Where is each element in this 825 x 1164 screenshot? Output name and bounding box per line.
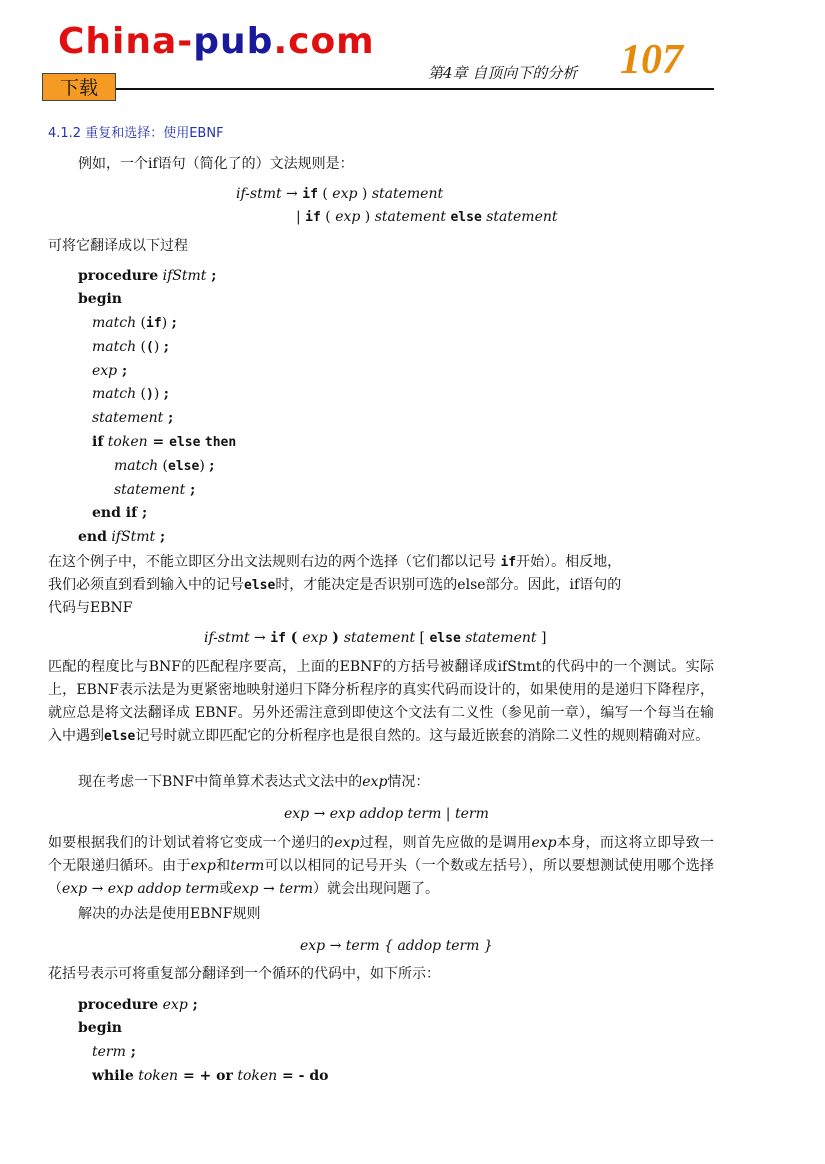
term-exp: exp bbox=[334, 835, 360, 851]
code-identifier: token bbox=[107, 434, 148, 450]
term-exp: exp bbox=[190, 858, 216, 874]
code-semicolon: ; bbox=[125, 1044, 136, 1060]
rule-statement-2: statement bbox=[486, 209, 558, 225]
code-line: match (() ; bbox=[92, 339, 169, 355]
code-semicolon: ; bbox=[163, 339, 169, 355]
keyword-if: if bbox=[270, 631, 286, 646]
logo-text-com: .com bbox=[273, 21, 375, 62]
code-keyword: do bbox=[309, 1068, 329, 1084]
term-exp: exp bbox=[362, 774, 388, 790]
paragraph-braces: 花括号表示可将重复部分翻译到一个循环的代码中，如下所示： bbox=[48, 966, 440, 982]
text-run: 在这个例子中，不能立即区分出文法规则右边的两个选择（它们都以记号 bbox=[48, 554, 496, 570]
header-rule bbox=[116, 88, 714, 90]
alt-rule-1: exp → exp addop term bbox=[62, 881, 220, 897]
text-run: 可以以相同的记号开头（一个数或左括号），所以要想测试使用哪个选择（ bbox=[48, 858, 715, 897]
right-paren: ) bbox=[327, 630, 344, 646]
code-operator: = bbox=[147, 434, 170, 450]
keyword-else: else bbox=[450, 210, 482, 225]
paragraph-explain-line-3: 代码与EBNF bbox=[48, 600, 133, 616]
rule-statement-2: statement bbox=[465, 630, 537, 646]
code-token: ) bbox=[146, 387, 154, 402]
code-line bbox=[78, 1018, 122, 1038]
code-token: if bbox=[146, 316, 162, 331]
rule-statement: statement bbox=[343, 630, 416, 646]
text-run: 本身，而这将立即导致一个无限递归循环。由于 bbox=[48, 835, 715, 874]
keyword-else: else bbox=[244, 578, 276, 593]
paragraph-exp-intro bbox=[78, 772, 429, 792]
text-run: 匹配的程度比与BNF的匹配程序要高，上面的EBNF的方括号被翻译成ifStmt的代码中的一个测试。实际上，EBNF表示法是为更紧密地映射递归下降分析程序的真实代码而设计的，如果使用的是递归下降程序，就应总是将文法翻译成 EBNF。另外还需注意到即使这个文法有二义性（参见前一章），编写一个每当在输入中遇到 bbox=[48, 659, 714, 744]
code-call: statement bbox=[92, 410, 164, 426]
page-number: 107 bbox=[620, 37, 683, 83]
code-keyword: if bbox=[92, 434, 104, 450]
paragraph-solution: 解决的办法是使用EBNF规则 bbox=[78, 906, 261, 922]
code-call: exp bbox=[92, 363, 118, 379]
right-paren: ) bbox=[360, 209, 375, 225]
rule-lhs: if-stmt bbox=[236, 186, 282, 202]
code-line bbox=[92, 1042, 136, 1062]
right-paren: ) bbox=[357, 186, 372, 202]
code-line bbox=[114, 480, 195, 500]
keyword-else: else bbox=[429, 631, 461, 646]
code-keyword: begin bbox=[78, 291, 122, 307]
alt-rule-2: exp → term bbox=[233, 881, 314, 897]
code-line bbox=[92, 432, 236, 453]
right-bracket: ] bbox=[536, 630, 547, 646]
term-term: term bbox=[230, 858, 265, 874]
code-token: else bbox=[168, 459, 200, 474]
download-badge[interactable]: 下载 bbox=[42, 73, 116, 101]
code-semicolon: ; bbox=[163, 410, 174, 426]
code-identifier: token bbox=[138, 1068, 179, 1084]
keyword-if: if bbox=[500, 555, 517, 570]
code-keyword: begin bbox=[78, 1020, 122, 1036]
code-line bbox=[92, 408, 173, 428]
code-keyword: procedure bbox=[78, 997, 159, 1013]
code-call: match bbox=[92, 339, 137, 355]
keyword-if: if bbox=[302, 187, 318, 202]
code-semicolon: ; bbox=[155, 529, 166, 545]
rule-arrow: → bbox=[249, 630, 271, 646]
paragraph-explain-line-2 bbox=[48, 575, 621, 596]
code-identifier: exp bbox=[162, 997, 188, 1013]
code-line: match (else) ; bbox=[114, 458, 215, 474]
code-call: term bbox=[92, 1044, 126, 1060]
code-line bbox=[78, 527, 165, 547]
chapter-title: 第4章 自顶向下的分析 bbox=[428, 64, 578, 82]
code-line bbox=[92, 503, 147, 523]
text-run: 我们必须直到看到输入中的记号 bbox=[48, 577, 244, 593]
rule-exp: exp bbox=[335, 209, 361, 225]
paragraph-intro: 例如，一个if语句（简化了的）文法规则是： bbox=[78, 156, 354, 172]
keyword-if: if bbox=[305, 210, 321, 225]
code-line bbox=[92, 1066, 329, 1086]
text-run: ）就会出现问题了。 bbox=[313, 881, 440, 897]
rule-statement: statement bbox=[374, 209, 447, 225]
text-run: 如要根据我们的计划试着将它变成一个递归的 bbox=[48, 835, 335, 851]
code-semicolon: ; bbox=[163, 386, 169, 402]
code-token: else bbox=[169, 435, 201, 450]
rule-exp: exp bbox=[332, 186, 358, 202]
code-line bbox=[78, 266, 216, 286]
code-line bbox=[92, 361, 127, 381]
text-run: 现在考虑一下BNF中简单算术表达式文法中的 bbox=[78, 774, 363, 790]
code-semicolon: ; bbox=[185, 482, 196, 498]
keyword-else: else bbox=[104, 729, 136, 744]
code-line bbox=[78, 289, 122, 309]
code-line: match (if) ; bbox=[92, 315, 177, 331]
code-keyword: then bbox=[204, 435, 237, 450]
text-run: 或 bbox=[219, 881, 234, 897]
text-run: 开始）。相反地， bbox=[516, 554, 622, 570]
grammar-rule-bnf-exp: exp → exp addop term | term bbox=[284, 806, 489, 822]
code-call: match bbox=[92, 315, 137, 331]
code-operator: = - bbox=[277, 1068, 310, 1084]
section-heading: 4.1.2 重复和选择：使用EBNF bbox=[48, 126, 224, 141]
code-keyword: or bbox=[216, 1068, 233, 1084]
left-paren: ( bbox=[320, 209, 336, 225]
china-pub-logo[interactable] bbox=[58, 22, 375, 62]
code-line: match ()) ; bbox=[92, 386, 169, 402]
code-identifier: token bbox=[237, 1068, 278, 1084]
code-semicolon: ; bbox=[187, 997, 198, 1013]
code-call: statement bbox=[114, 482, 186, 498]
text-run: 时，才能决定是否识别可选的else部分。因此，if语句的 bbox=[275, 577, 622, 593]
grammar-rule-line-1 bbox=[236, 184, 443, 205]
grammar-rule-ebnf-if bbox=[204, 628, 546, 649]
rule-bar: | bbox=[296, 209, 306, 225]
code-semicolon: ; bbox=[171, 315, 177, 331]
logo-text-china: China- bbox=[58, 21, 194, 62]
text-run: 和 bbox=[215, 858, 231, 874]
code-keyword: procedure bbox=[78, 268, 159, 284]
term-exp: exp bbox=[531, 835, 557, 851]
left-paren: ( bbox=[317, 186, 333, 202]
code-identifier: ifStmt bbox=[162, 268, 207, 284]
rule-arrow: → bbox=[281, 186, 303, 202]
rule-statement: statement bbox=[371, 186, 444, 202]
code-keyword: end bbox=[78, 529, 107, 545]
text-run: 过程，则首先应做的是调用 bbox=[359, 835, 532, 851]
code-semicolon: ; bbox=[206, 268, 217, 284]
paragraph-translate: 可将它翻译成以下过程 bbox=[48, 238, 188, 254]
code-identifier: ifStmt bbox=[111, 529, 156, 545]
code-keyword: while bbox=[92, 1068, 134, 1084]
code-semicolon: ; bbox=[117, 363, 128, 379]
paragraph-recursion-problem bbox=[48, 832, 714, 901]
grammar-rule-ebnf-exp: exp → term { addop term } bbox=[300, 938, 493, 954]
paragraph-explain-line-1 bbox=[48, 552, 621, 573]
code-token: ( bbox=[146, 340, 154, 355]
rule-lhs: if-stmt bbox=[204, 630, 250, 646]
code-line bbox=[78, 995, 198, 1015]
text-run: 情况： bbox=[387, 774, 430, 790]
logo-text-pub: pub bbox=[193, 21, 274, 62]
rule-exp: exp bbox=[302, 630, 328, 646]
paragraph-ebnf-explanation bbox=[48, 656, 714, 748]
code-call: match bbox=[114, 458, 159, 474]
code-semicolon: ; bbox=[209, 458, 215, 474]
left-paren: ( bbox=[285, 630, 303, 646]
code-keyword: end if ; bbox=[92, 505, 148, 521]
text-run: 记号时就立即匹配它的分析程序也是很自然的。这与最近嵌套的消除二义性的规则精确对应。 bbox=[135, 728, 710, 744]
grammar-rule-line-2 bbox=[296, 207, 558, 228]
left-bracket: [ bbox=[415, 630, 430, 646]
code-call: match bbox=[92, 386, 137, 402]
code-operator: = + bbox=[178, 1068, 217, 1084]
